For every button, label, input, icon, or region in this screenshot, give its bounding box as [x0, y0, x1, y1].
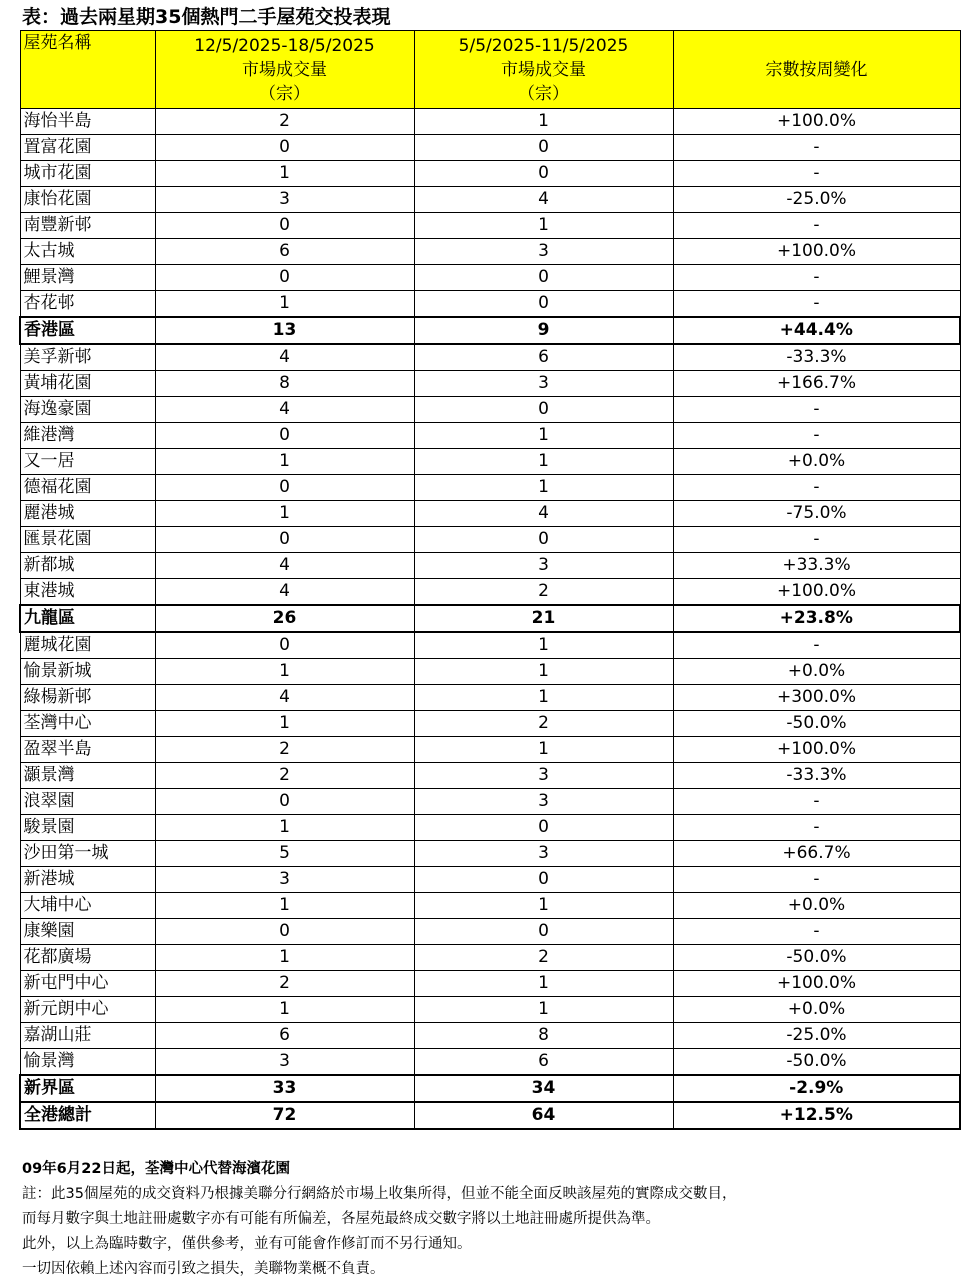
- weekly-change-cell: -33.3%: [673, 763, 960, 789]
- last-week-volume-cell: 1: [414, 449, 673, 475]
- weekly-change-cell: -: [673, 867, 960, 893]
- table-row: [20, 135, 960, 161]
- this-week-volume-cell: 1: [155, 659, 414, 685]
- this-week-volume-cell: 4: [155, 553, 414, 579]
- last-week-volume-cell: 3: [414, 371, 673, 397]
- estate-name-cell: 康怡花園: [20, 187, 155, 213]
- this-week-volume-cell: 4: [155, 685, 414, 711]
- note-disclaimer: 一切因依賴上述內容而引致之損失，美聯物業概不負責。: [22, 1261, 385, 1277]
- estate-name-cell: 麗城花園: [20, 632, 155, 659]
- table-row: [20, 945, 960, 971]
- estate-name-cell: 新屯門中心: [20, 971, 155, 997]
- table-row: [20, 291, 960, 318]
- estate-name-cell: 綠楊新邨: [20, 685, 155, 711]
- last-week-volume-cell: 0: [414, 135, 673, 161]
- last-week-volume-cell: 64: [414, 1102, 673, 1129]
- table-row: [20, 109, 960, 135]
- table-row: [20, 371, 960, 397]
- estate-name-cell: 匯景花園: [20, 527, 155, 553]
- this-week-volume-cell: 0: [155, 527, 414, 553]
- weekly-change-cell: +44.4%: [673, 317, 960, 344]
- this-week-volume-cell: 3: [155, 1049, 414, 1076]
- page-title: 表：過去兩星期35個熱門二手屋苑交投表現: [22, 6, 391, 28]
- this-week-volume-cell: 0: [155, 919, 414, 945]
- note-replacement: 09年6月22日起，荃灣中心代替海濱花園: [22, 1161, 290, 1177]
- footnotes: [22, 1157, 962, 1282]
- last-week-volume-cell: 0: [414, 527, 673, 553]
- header-this-week-unit: （宗）: [259, 83, 310, 104]
- table-row: [20, 501, 960, 527]
- estate-name-cell: 東港城: [20, 579, 155, 606]
- this-week-volume-cell: 2: [155, 971, 414, 997]
- last-week-volume-cell: 0: [414, 867, 673, 893]
- weekly-change-cell: -: [673, 161, 960, 187]
- last-week-volume-cell: 8: [414, 1023, 673, 1049]
- this-week-volume-cell: 1: [155, 997, 414, 1023]
- weekly-change-cell: -: [673, 789, 960, 815]
- table-row: [20, 553, 960, 579]
- weekly-change-cell: +300.0%: [673, 685, 960, 711]
- estate-name-cell: 盈翠半島: [20, 737, 155, 763]
- estate-name-cell: 九龍區: [20, 605, 155, 632]
- table-row: [20, 1049, 960, 1076]
- last-week-volume-cell: 21: [414, 605, 673, 632]
- estate-name-cell: 駿景園: [20, 815, 155, 841]
- weekly-change-cell: -: [673, 632, 960, 659]
- note-deviation: 而每月數字與土地註冊處數字亦有可能有所偏差，各屋苑最終成交數字將以土地註冊處所提供為準。: [22, 1211, 660, 1227]
- weekly-change-cell: +100.0%: [673, 579, 960, 606]
- weekly-change-cell: -50.0%: [673, 945, 960, 971]
- header-last-week-label: 市場成交量: [501, 59, 586, 80]
- this-week-volume-cell: 1: [155, 449, 414, 475]
- weekly-change-cell: +0.0%: [673, 659, 960, 685]
- estate-name-cell: 麗港城: [20, 501, 155, 527]
- this-week-volume-cell: 4: [155, 397, 414, 423]
- this-week-volume-cell: 0: [155, 789, 414, 815]
- this-week-volume-cell: 0: [155, 423, 414, 449]
- last-week-volume-cell: 1: [414, 632, 673, 659]
- this-week-volume-cell: 1: [155, 893, 414, 919]
- header-this-week-label: 市場成交量: [242, 59, 327, 80]
- table-row: [20, 239, 960, 265]
- table-row: [20, 737, 960, 763]
- this-week-volume-cell: 5: [155, 841, 414, 867]
- last-week-volume-cell: 9: [414, 317, 673, 344]
- weekly-change-cell: -: [673, 919, 960, 945]
- table-row: [20, 815, 960, 841]
- subtotal-row: [20, 317, 960, 344]
- table-row: [20, 1023, 960, 1049]
- note-source: 註：此35個屋苑的成交資料乃根據美聯分行網絡於市場上收集所得，但並不能全面反映該屋苑的實際成交數目，: [22, 1186, 737, 1202]
- header-last-week-dates: 5/5/2025-11/5/2025: [458, 35, 629, 56]
- last-week-volume-cell: 0: [414, 161, 673, 187]
- last-week-volume-cell: 1: [414, 213, 673, 239]
- weekly-change-cell: -: [673, 815, 960, 841]
- estate-name-cell: 愉景灣: [20, 1049, 155, 1076]
- last-week-volume-cell: 1: [414, 659, 673, 685]
- table-row: [20, 711, 960, 737]
- weekly-change-cell: +166.7%: [673, 371, 960, 397]
- weekly-change-cell: -25.0%: [673, 187, 960, 213]
- last-week-volume-cell: 2: [414, 579, 673, 606]
- table-row: [20, 659, 960, 685]
- header-last-week: [414, 31, 673, 109]
- estate-name-cell: 新都城: [20, 553, 155, 579]
- weekly-change-cell: -50.0%: [673, 711, 960, 737]
- estate-name-cell: 新元朗中心: [20, 997, 155, 1023]
- last-week-volume-cell: 34: [414, 1075, 673, 1102]
- last-week-volume-cell: 4: [414, 501, 673, 527]
- this-week-volume-cell: 0: [155, 475, 414, 501]
- table-row: [20, 344, 960, 371]
- table-row: [20, 527, 960, 553]
- table-row: [20, 893, 960, 919]
- this-week-volume-cell: 2: [155, 763, 414, 789]
- estate-name-cell: 香港區: [20, 317, 155, 344]
- last-week-volume-cell: 0: [414, 919, 673, 945]
- weekly-change-cell: -: [673, 397, 960, 423]
- estate-name-cell: 維港灣: [20, 423, 155, 449]
- weekly-change-cell: +0.0%: [673, 449, 960, 475]
- estate-name-cell: 黃埔花園: [20, 371, 155, 397]
- weekly-change-cell: -: [673, 265, 960, 291]
- estate-name-cell: 又一居: [20, 449, 155, 475]
- last-week-volume-cell: 4: [414, 187, 673, 213]
- table-row: [20, 187, 960, 213]
- this-week-volume-cell: 0: [155, 632, 414, 659]
- estate-name-cell: 美孚新邨: [20, 344, 155, 371]
- estate-name-cell: 嘉湖山莊: [20, 1023, 155, 1049]
- this-week-volume-cell: 8: [155, 371, 414, 397]
- table-row: [20, 265, 960, 291]
- this-week-volume-cell: 33: [155, 1075, 414, 1102]
- subtotal-row: [20, 1075, 960, 1102]
- header-this-week: [155, 31, 414, 109]
- estate-name-cell: 城市花園: [20, 161, 155, 187]
- estate-name-cell: 杏花邨: [20, 291, 155, 318]
- table-row: [20, 397, 960, 423]
- estate-name-cell: 沙田第一城: [20, 841, 155, 867]
- last-week-volume-cell: 6: [414, 1049, 673, 1076]
- estate-name-cell: 浪翠園: [20, 789, 155, 815]
- this-week-volume-cell: 6: [155, 1023, 414, 1049]
- this-week-volume-cell: 2: [155, 109, 414, 135]
- this-week-volume-cell: 0: [155, 265, 414, 291]
- header-estate-name: 屋苑名稱: [20, 31, 155, 109]
- this-week-volume-cell: 26: [155, 605, 414, 632]
- this-week-volume-cell: 0: [155, 135, 414, 161]
- estate-name-cell: 新港城: [20, 867, 155, 893]
- last-week-volume-cell: 3: [414, 239, 673, 265]
- this-week-volume-cell: 13: [155, 317, 414, 344]
- table-row: [20, 763, 960, 789]
- table-header-row: [20, 31, 960, 109]
- last-week-volume-cell: 1: [414, 971, 673, 997]
- this-week-volume-cell: 1: [155, 711, 414, 737]
- table-row: [20, 867, 960, 893]
- weekly-change-cell: -2.9%: [673, 1075, 960, 1102]
- estate-name-cell: 德福花園: [20, 475, 155, 501]
- weekly-change-cell: +0.0%: [673, 893, 960, 919]
- estate-name-cell: 全港總計: [20, 1102, 155, 1129]
- this-week-volume-cell: 3: [155, 867, 414, 893]
- this-week-volume-cell: 1: [155, 161, 414, 187]
- last-week-volume-cell: 0: [414, 291, 673, 318]
- estate-name-cell: 太古城: [20, 239, 155, 265]
- weekly-change-cell: -: [673, 527, 960, 553]
- this-week-volume-cell: 1: [155, 501, 414, 527]
- this-week-volume-cell: 2: [155, 737, 414, 763]
- last-week-volume-cell: 3: [414, 841, 673, 867]
- this-week-volume-cell: 4: [155, 579, 414, 606]
- weekly-change-cell: +100.0%: [673, 737, 960, 763]
- last-week-volume-cell: 0: [414, 265, 673, 291]
- last-week-volume-cell: 0: [414, 815, 673, 841]
- subtotal-row: [20, 1102, 960, 1129]
- last-week-volume-cell: 6: [414, 344, 673, 371]
- table-row: [20, 997, 960, 1023]
- last-week-volume-cell: 0: [414, 397, 673, 423]
- this-week-volume-cell: 3: [155, 187, 414, 213]
- table-row: [20, 789, 960, 815]
- weekly-change-cell: +12.5%: [673, 1102, 960, 1129]
- header-weekly-change: 宗數按周變化: [673, 31, 960, 109]
- estate-name-cell: 鯉景灣: [20, 265, 155, 291]
- this-week-volume-cell: 6: [155, 239, 414, 265]
- header-last-week-unit: （宗）: [518, 83, 569, 104]
- table-row: [20, 423, 960, 449]
- this-week-volume-cell: 1: [155, 291, 414, 318]
- weekly-change-cell: -: [673, 291, 960, 318]
- table-row: [20, 632, 960, 659]
- this-week-volume-cell: 72: [155, 1102, 414, 1129]
- estate-name-cell: 海逸豪園: [20, 397, 155, 423]
- estate-name-cell: 海怡半島: [20, 109, 155, 135]
- this-week-volume-cell: 0: [155, 213, 414, 239]
- header-this-week-dates: 12/5/2025-18/5/2025: [194, 35, 375, 56]
- table-row: [20, 213, 960, 239]
- last-week-volume-cell: 1: [414, 423, 673, 449]
- table-row: [20, 449, 960, 475]
- weekly-change-cell: -75.0%: [673, 501, 960, 527]
- this-week-volume-cell: 1: [155, 945, 414, 971]
- weekly-change-cell: -25.0%: [673, 1023, 960, 1049]
- this-week-volume-cell: 1: [155, 815, 414, 841]
- weekly-change-cell: -: [673, 135, 960, 161]
- weekly-change-cell: +100.0%: [673, 109, 960, 135]
- this-week-volume-cell: 4: [155, 344, 414, 371]
- estate-name-cell: 花都廣場: [20, 945, 155, 971]
- estate-name-cell: 灝景灣: [20, 763, 155, 789]
- estate-name-cell: 置富花園: [20, 135, 155, 161]
- table-row: [20, 919, 960, 945]
- weekly-change-cell: +100.0%: [673, 971, 960, 997]
- weekly-change-cell: +100.0%: [673, 239, 960, 265]
- estate-name-cell: 愉景新城: [20, 659, 155, 685]
- weekly-change-cell: -: [673, 475, 960, 501]
- table-row: [20, 161, 960, 187]
- table-row: [20, 475, 960, 501]
- last-week-volume-cell: 2: [414, 711, 673, 737]
- estate-name-cell: 康樂園: [20, 919, 155, 945]
- table-row: [20, 841, 960, 867]
- weekly-change-cell: +66.7%: [673, 841, 960, 867]
- weekly-change-cell: +0.0%: [673, 997, 960, 1023]
- transactions-table: [19, 30, 961, 1130]
- last-week-volume-cell: 1: [414, 997, 673, 1023]
- weekly-change-cell: -50.0%: [673, 1049, 960, 1076]
- weekly-change-cell: +33.3%: [673, 553, 960, 579]
- estate-name-cell: 荃灣中心: [20, 711, 155, 737]
- last-week-volume-cell: 3: [414, 553, 673, 579]
- weekly-change-cell: -: [673, 213, 960, 239]
- estate-name-cell: 新界區: [20, 1075, 155, 1102]
- weekly-change-cell: -33.3%: [673, 344, 960, 371]
- last-week-volume-cell: 1: [414, 109, 673, 135]
- table-row: [20, 971, 960, 997]
- last-week-volume-cell: 3: [414, 789, 673, 815]
- weekly-change-cell: -: [673, 423, 960, 449]
- last-week-volume-cell: 1: [414, 475, 673, 501]
- last-week-volume-cell: 3: [414, 763, 673, 789]
- subtotal-row: [20, 605, 960, 632]
- table-row: [20, 685, 960, 711]
- last-week-volume-cell: 1: [414, 893, 673, 919]
- note-provisional: 此外，以上為臨時數字，僅供參考，並有可能會作修訂而不另行通知。: [22, 1236, 472, 1252]
- table-body: [20, 109, 960, 1130]
- estate-name-cell: 大埔中心: [20, 893, 155, 919]
- weekly-change-cell: +23.8%: [673, 605, 960, 632]
- last-week-volume-cell: 1: [414, 737, 673, 763]
- last-week-volume-cell: 1: [414, 685, 673, 711]
- table-row: [20, 579, 960, 606]
- last-week-volume-cell: 2: [414, 945, 673, 971]
- estate-name-cell: 南豐新邨: [20, 213, 155, 239]
